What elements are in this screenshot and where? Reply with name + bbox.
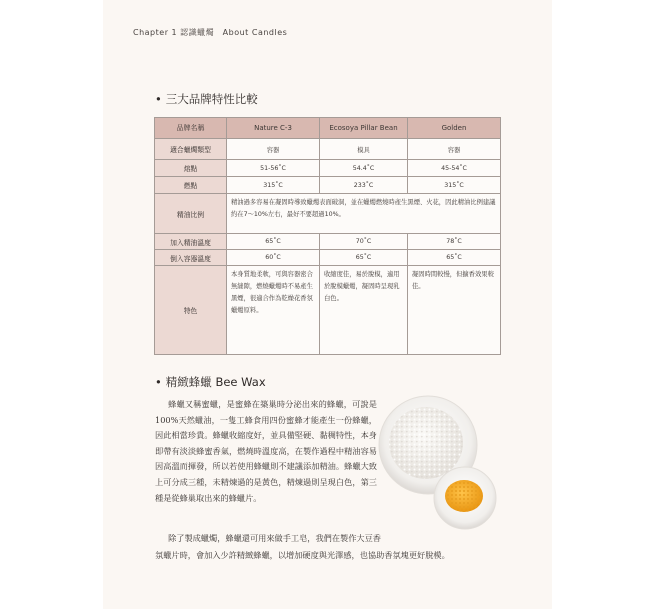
table-row — [155, 194, 501, 234]
table-header-row — [155, 118, 501, 139]
table-cell: 模具 — [320, 139, 408, 160]
table-row — [155, 139, 501, 160]
row-header: 適合蠟燭類型 — [155, 139, 227, 160]
beeswax-paragraph — [155, 397, 377, 506]
table-row — [155, 234, 501, 250]
table-cell: 65˚C — [320, 250, 408, 266]
row-header: 燃點 — [155, 177, 227, 194]
honeycomb-bowl — [434, 467, 496, 529]
table-row — [155, 250, 501, 266]
bullet-icon: • — [155, 92, 162, 106]
bullet-icon: • — [155, 375, 162, 389]
table-cell: 315˚C — [227, 177, 320, 194]
paragraph-text: 蜂蠟又稱蜜蠟，是蜜蜂在築巢時分泌出來的蜂蠟，可說是100%天然蠟油，一隻工蜂食用四份蜜蜂才能產生一份蜂蠟，因此相當珍貴。蜂蠟收縮度好，並具備堅硬、黏稠特性，本身即帶有淡淡蜂蜜香氣，燃燒時溫度高，在製作過程中精油容易因高溫而揮發，所以若使用蜂蠟則不建議添加精油。蜂蠟大致上可分成三種，未精煉過的是黃色，精煉過則呈現白色，第三種是從蜂巢取出來的蜂蠟片。 — [155, 399, 377, 503]
table-row — [155, 177, 501, 194]
header-cell: Golden — [408, 118, 501, 139]
feature-cell: 凝固時間較慢，但擴香效果較佳。 — [408, 266, 501, 355]
row-header: 加入精油溫度 — [155, 234, 227, 250]
table-cell: 51-56˚C — [227, 160, 320, 177]
section-heading-beeswax — [155, 374, 266, 390]
table-cell: 容器 — [227, 139, 320, 160]
section-heading-text: 精緻蜂蠟 Bee Wax — [165, 375, 266, 389]
essential-oil-note: 精油過多容易在凝固時導致蠟燭表面破洞，並在蠟燭燃燒時產生黑煙、火花，因此精油比例建議約在7～10%左右，最好不要超過10%。 — [227, 194, 501, 234]
feature-cell: 本身質地柔軟，可與容器密合無縫隙，燃燒蠟燭時不易產生黑煙，很適合作為乾燥花香氛蠟燭原料。 — [227, 266, 320, 355]
table-row — [155, 160, 501, 177]
table-cell: 容器 — [408, 139, 501, 160]
closing-line-1: 除了製成蠟燭，蜂蠟還可用來做手工皂，我們在製作大豆香 — [168, 533, 381, 543]
row-header: 精油比例 — [155, 194, 227, 234]
table-cell: 60˚C — [227, 250, 320, 266]
table-cell: 78˚C — [408, 234, 501, 250]
table-cell: 233˚C — [320, 177, 408, 194]
beeswax-closing — [155, 530, 500, 563]
table-cell: 45-54˚C — [408, 160, 501, 177]
table-row — [155, 266, 501, 355]
running-head: Chapter 1 認識蠟燭 About Candles — [133, 28, 288, 37]
brand-comparison-table — [154, 117, 501, 355]
table-cell: 65˚C — [227, 234, 320, 250]
header-cell: 品牌名稱 — [155, 118, 227, 139]
row-header: 特色 — [155, 266, 227, 355]
section-heading-brand-comparison — [155, 91, 258, 107]
feature-cell: 收縮度佳，易於脫模，適用於脫模蠟燭，凝固時呈現乳白色。 — [320, 266, 408, 355]
section-heading-text: 三大品牌特性比較 — [165, 92, 258, 106]
closing-line-2: 氛蠟片時，會加入少許精緻蜂蠟，以增加硬度與光澤感，也協助香氛塊更好脫模。 — [155, 549, 450, 560]
row-header: 熔點 — [155, 160, 227, 177]
header-cell: Ecosoya Pillar Bean — [320, 118, 408, 139]
beeswax-photo — [378, 393, 500, 533]
table-cell: 54.4˚C — [320, 160, 408, 177]
table-cell: 315˚C — [408, 177, 501, 194]
table-cell: 70˚C — [320, 234, 408, 250]
table-cell: 65˚C — [408, 250, 501, 266]
header-cell: Nature C-3 — [227, 118, 320, 139]
row-header: 倒入容器溫度 — [155, 250, 227, 266]
